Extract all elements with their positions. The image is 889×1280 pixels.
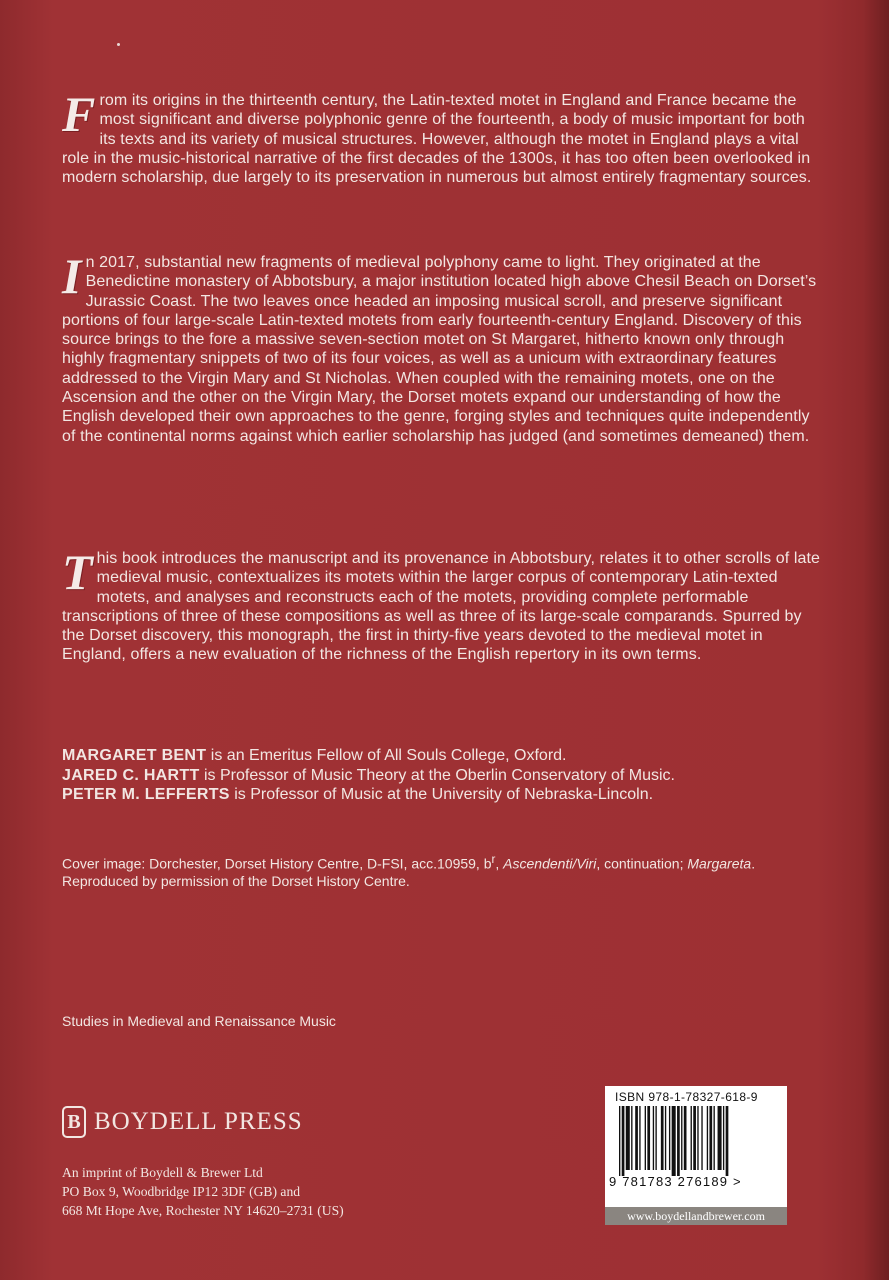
drop-cap: I [62,248,82,304]
blurb-paragraph-2 [62,248,822,446]
publisher-url: www.boydellandbrewer.com [605,1207,787,1225]
isbn-label: ISBN 978-1-78327-618-9 [615,1090,758,1104]
address-line: An imprint of Boydell & Brewer Ltd [62,1165,263,1180]
paragraph-text: rom its origins in the thirteenth century, the Latin-texted motet in England and France became the most significant and diverse polyphonic genre of the fourteenth, a body of music important for both its texts and its variety of musical structures. However, although the motet in England plays a vital role in the music-historical narrative of the first decades of the 1300s, it has too often been overlooked in modern scholarship, due largely to its preservation in numerous but almost entirely fragmentary sources. [62,92,812,187]
author-bios [62,746,842,805]
author-name: PETER M. LEFFERTS [62,786,230,803]
address-line: 668 Mt Hope Ave, Rochester NY 14620–2731 (US) [62,1202,344,1218]
cover-image-credit: Cover image: Dorchester, Dorset History Centre, D-FSI, acc.10959, $b^r$, Ascendenti/Viri, continuation; Margareta. Reproduced by permission of the Dorset History Centre. [62,853,756,889]
paragraph-text: n 2017, substantial new fragments of medieval polyphony came to light. They originated at the Benedictine monastery of Abbotsbury, a major institution located high above Chesil Beach on Dorset’s Jurassic Coast. The two leaves once headed an imposing musical scroll, and preserve significant portions of four large-scale Latin-texted motets from early fourteenth-century England. Discovery of this source brings to the fore a massive seven-section motet on St Margaret, hitherto known only through highly fragmentary snippets of two of its four voices, as well as a unicum with extraordinary features addressed to the Virgin Mary and St Nicholas. When coupled with the remaining motets, one on the Ascension and the other on the Virgin Mary, the Dorset motets expand our understanding of how the English developed their own approaches to the genre, forging styles and techniques quite independently of the continental norms against which earlier scholarship has judged (and sometimes demeaned) them. [62,254,817,445]
author-name: MARGARET BENT [62,747,207,764]
blurb-paragraph-3 [62,544,822,665]
author-bio: JARED C. HARTT is Professor of Music Theory at the Oberlin Conservatory of Music. [62,766,675,784]
paragraph-text: his book introduces the manuscript and its provenance in Abbotsbury, relates it to other scrolls of late medieval music, contextualizes its motets within the larger corpus of contemporary Latin-texted motets, and analyses and reconstructs each of the motets, providing complete performable transcriptions of three of these compositions as well as three of its large-scale comparands. Spurred by the Dorset discovery, this monograph, the first in thirty-five years devoted to the medieval motet in England, offers a new evaluation of the richness of the English repertory in its own terms. [62,550,821,664]
author-bio: MARGARET BENT is an Emeritus Fellow of All Souls College, Oxford. [62,747,567,764]
drop-cap: T [62,544,93,600]
author-bio: PETER M. LEFFERTS is Professor of Music at the University of Nebraska-Lincoln. [62,786,654,803]
boydell-b-icon: B [62,1106,86,1138]
series-title: Studies in Medieval and Renaissance Music [62,1013,336,1029]
barcode-digits: 9 781783 276189 > [609,1174,742,1189]
barcode-bars-icon [619,1106,777,1176]
cover-edge-shadow [863,0,889,1280]
cover-speck [117,43,120,46]
drop-cap: F [62,86,96,142]
blurb-paragraph-1 [62,86,822,187]
address-line: PO Box 9, Woodbridge IP12 3DF (GB) and [62,1183,301,1199]
publisher-address [62,1164,344,1220]
author-name: JARED C. HARTT [62,766,200,784]
publisher-logo [62,1105,303,1139]
publisher-name: BOYDELL PRESS [94,1108,303,1135]
isbn-barcode [605,1086,787,1207]
